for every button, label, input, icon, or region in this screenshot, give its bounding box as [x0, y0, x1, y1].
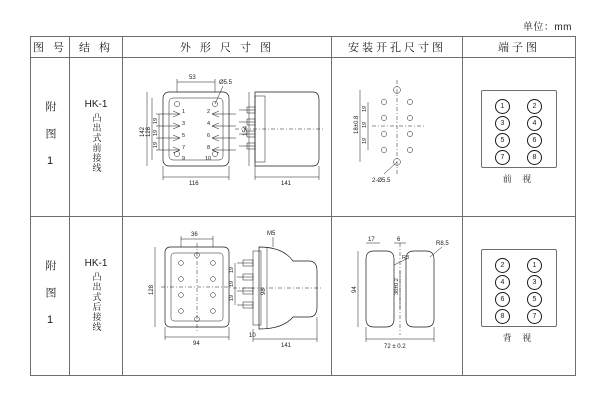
terminal-3: 3: [495, 116, 510, 131]
header-structure: 结 构: [70, 37, 123, 58]
svg-text:128: 128: [146, 126, 152, 137]
svg-text:36: 36: [191, 232, 198, 238]
row1-mounting-drawing: [332, 62, 460, 212]
svg-text:19: 19: [362, 105, 368, 112]
row1-mounting-cell: [332, 58, 463, 217]
header-mounting: 安装开孔尺寸图: [332, 37, 463, 58]
terminal-1: 1: [495, 99, 510, 114]
row2-fig-no: 附 图 1: [44, 259, 56, 328]
row1-fig-no-cell: [31, 58, 70, 217]
table-row: [31, 217, 576, 376]
row1-model: HK-1: [84, 98, 108, 110]
svg-text:72 ± 0.2: 72 ± 0.2: [384, 344, 406, 350]
svg-text:R3: R3: [402, 255, 410, 261]
row1-structure-desc: 凸出式前接线: [91, 112, 102, 173]
svg-text:19: 19: [229, 266, 235, 273]
svg-text:142: 142: [140, 126, 146, 137]
header-fig-no: 图 号: [31, 37, 70, 58]
unit-note: 单位：mm: [522, 22, 572, 33]
svg-text:19: 19: [153, 129, 159, 136]
svg-text:10: 10: [205, 156, 212, 162]
terminal-7: 7: [527, 309, 542, 324]
svg-text:154: 154: [243, 125, 249, 136]
svg-text:2-Ø5.5: 2-Ø5.5: [372, 178, 391, 184]
svg-text:19: 19: [229, 294, 235, 301]
table-header-row: [31, 37, 576, 58]
table-row: [31, 58, 576, 217]
svg-text:141: 141: [281, 181, 292, 187]
svg-text:38±0.2: 38±0.2: [394, 278, 400, 295]
terminal-1: 1: [527, 258, 542, 273]
terminal-2: 2: [495, 258, 510, 273]
row2-outline-cell: [123, 217, 332, 376]
row2-outline-drawing: [123, 221, 329, 371]
row2-fig-no-cell: [31, 217, 70, 376]
svg-text:R8.5: R8.5: [436, 241, 449, 247]
terminal-5: 5: [495, 133, 510, 148]
terminal-4: 4: [495, 275, 510, 290]
svg-text:19: 19: [229, 280, 235, 287]
svg-text:6: 6: [207, 133, 211, 139]
svg-text:5: 5: [182, 133, 186, 139]
row2-structure-cell: [70, 217, 123, 376]
svg-text:4: 4: [207, 121, 211, 127]
svg-text:94: 94: [193, 341, 200, 347]
svg-text:1: 1: [182, 109, 186, 115]
row2-terminal-caption: 背 视: [502, 332, 536, 343]
row2-terminal-cell: [463, 217, 576, 376]
row2-mounting-drawing: [332, 221, 460, 371]
row1-terminal-caption: 前 视: [502, 173, 536, 184]
row2-mounting-cell: [332, 217, 463, 376]
terminal-3: 3: [527, 275, 542, 290]
header-terminal: 端子图: [463, 37, 576, 58]
spec-table: [30, 36, 576, 376]
svg-text:2: 2: [207, 109, 211, 115]
svg-text:M5: M5: [267, 231, 276, 237]
svg-text:18±0.8: 18±0.8: [354, 115, 360, 134]
svg-text:141: 141: [281, 343, 292, 349]
svg-text:9: 9: [182, 156, 186, 162]
row2-terminal-box: [481, 249, 557, 327]
row1-outline-cell: [123, 58, 332, 217]
svg-text:94: 94: [352, 286, 358, 293]
terminal-7: 7: [495, 150, 510, 165]
svg-text:10: 10: [249, 333, 256, 339]
row2-model: HK-1: [84, 257, 108, 269]
row2-terminal-border: [481, 249, 557, 327]
svg-text:128: 128: [149, 284, 155, 295]
terminal-4: 4: [527, 116, 542, 131]
svg-text:8: 8: [207, 145, 211, 151]
row1-outline-drawing: [123, 62, 329, 212]
svg-text:19: 19: [153, 117, 159, 124]
terminal-5: 5: [527, 292, 542, 307]
row1-terminal-cell: [463, 58, 576, 217]
svg-text:19: 19: [153, 141, 159, 148]
svg-text:17: 17: [368, 237, 375, 243]
svg-text:6: 6: [397, 237, 401, 243]
svg-text:116: 116: [189, 181, 199, 187]
terminal-6: 6: [527, 133, 542, 148]
row1-terminal-box: [481, 90, 557, 168]
row1-terminal-border: [481, 90, 557, 168]
svg-text:3: 3: [182, 121, 186, 127]
svg-text:7: 7: [182, 145, 186, 151]
row1-structure-cell: [70, 58, 123, 217]
terminal-6: 6: [495, 292, 510, 307]
row1-fig-no: 附 图 1: [44, 100, 56, 169]
svg-text:19: 19: [362, 121, 368, 128]
terminal-8: 8: [527, 150, 542, 165]
terminal-2: 2: [527, 99, 542, 114]
svg-text:53: 53: [189, 75, 196, 81]
terminal-8: 8: [495, 309, 510, 324]
svg-text:Ø5.5: Ø5.5: [219, 80, 233, 86]
svg-text:19: 19: [362, 137, 368, 144]
svg-text:98: 98: [261, 288, 267, 295]
row2-structure-desc: 凸出式后接线: [91, 271, 102, 332]
header-outline: 外 形 尺 寸 图: [123, 37, 332, 58]
